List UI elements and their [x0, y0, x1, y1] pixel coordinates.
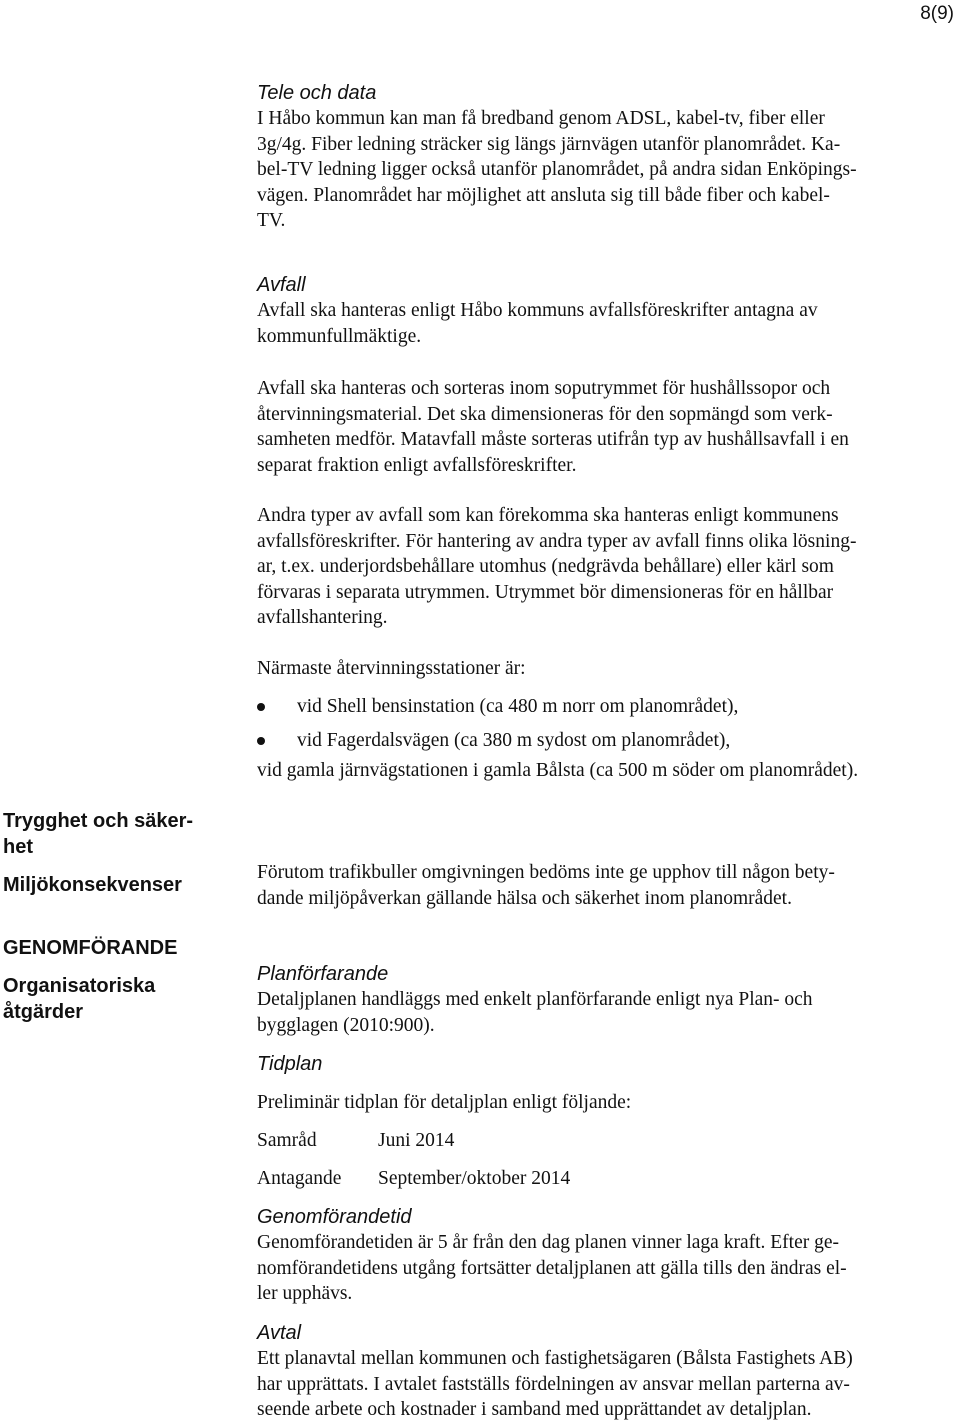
text-line: bygglagen (2010:900). [257, 1014, 435, 1036]
section-tele [257, 80, 947, 234]
heading-genomforandetid: Genomförandetid [257, 1206, 412, 1228]
text-line: avfallshantering. [257, 607, 388, 629]
side-organisatoriska: Organisatoriska åtgärder [3, 975, 156, 1023]
bullet-icon [257, 703, 265, 711]
avtal-body [257, 1346, 947, 1423]
text-line: ar, t.ex. underjordsbehållare utomhus (nedgrävda behållare) eller kärl som [257, 556, 834, 578]
text-line: ler upphävs. [257, 1283, 353, 1305]
tidplan-row [257, 1166, 947, 1192]
side-trygghet: Trygghet och säker- het [3, 810, 194, 858]
text-line: har upprättats. I avtalet fastställs fördelningen av ansvar mellan parterna av- [257, 1373, 850, 1395]
text-line: kommunfullmäktige. [257, 325, 422, 347]
text-line: nomförandetidens utgång fortsätter detaljplanen att gälla tills den ändras el- [257, 1257, 847, 1279]
list-item [257, 728, 947, 762]
text-line: separat fraktion enligt avfallsföreskrifter. [257, 454, 577, 476]
side-miljo: Miljökonsekvenser [3, 874, 182, 896]
text-line: Genomförandetiden är 5 år från den dag planen vinner laga kraft. Efter ge- [257, 1232, 840, 1253]
heading-tidplan: Tidplan [257, 1053, 323, 1075]
text-line: Andra typer av avfall som kan förekomma ska hanteras enligt kommunens [257, 505, 839, 526]
heading-tele: Tele och data [257, 82, 377, 104]
text-line: avfallsföreskrifter. För hantering av andra typer av avfall finns olika lösning- [257, 530, 857, 552]
section-avfall [257, 272, 947, 349]
avfall-p1 [257, 298, 947, 349]
text-line: Avfall ska hanteras och sorteras inom soputrymmet för hushållssopor och [257, 378, 831, 399]
section-genomforandetid [257, 1204, 947, 1307]
text-line: samheten medför. Matavfall måste sorteras utifrån typ av hushållsavfall i en [257, 429, 849, 451]
genomforandetid-body [257, 1230, 947, 1307]
text-line: Ett planavtal mellan kommunen och fastighetsägaren (Bålsta Fastighets AB) [257, 1348, 853, 1369]
text-line: 3g/4g. Fiber ledning sträcker sig längs järnvägen utanför planområdet. Ka- [257, 133, 841, 155]
heading-planforfarande: Planförfarande [257, 963, 389, 985]
text-line: Avfall ska hanteras enligt Håbo kommuns avfallsföreskrifter antagna av [257, 300, 818, 321]
tidplan-row [257, 1128, 947, 1154]
section-avtal [257, 1320, 947, 1423]
heading-avtal: Avtal [257, 1322, 302, 1344]
tidplan-label: Antagande [257, 1168, 342, 1189]
text-line: Förutom trafikbuller omgivningen bedöms inte ge upphov till någon bety- [257, 862, 835, 883]
list-item [257, 694, 947, 728]
page-number: 8(9) [920, 3, 954, 24]
avfall-p2 [257, 376, 947, 478]
side-genomforande: GENOMFÖRANDE [3, 937, 178, 959]
tidplan-intro: Preliminär tidplan för detaljplan enligt följande: [257, 1092, 632, 1113]
stations-list [257, 694, 947, 762]
stations-list-wrap [257, 694, 947, 784]
stations-intro: Närmaste återvinningsstationer är: [257, 658, 526, 679]
text-line: seende arbete och kostnader i samband med upprättandet av detaljplan. [257, 1399, 812, 1421]
list-item-text: vid Shell bensinstation (ca 480 m norr om planområdet), [297, 696, 739, 717]
section-planforfarande [257, 961, 947, 1038]
tidplan-value: September/oktober 2014 [378, 1168, 571, 1189]
stations-last: vid gamla järnvägstationen i gamla Bålsta (ca 500 m söder om planområdet). [257, 760, 859, 781]
text-line: TV. [257, 210, 286, 232]
tidplan-label: Samråd [257, 1130, 317, 1151]
planforfarande-body [257, 987, 947, 1038]
tele-body [257, 106, 947, 234]
text-line: förvaras i separata utrymmen. Utrymmet bör dimensioneras för en hållbar [257, 581, 834, 603]
tidplan-value: Juni 2014 [378, 1130, 455, 1151]
text-line: bel-TV ledning ligger också utanför planområdet, på andra sidan Enköpings- [257, 159, 857, 181]
text-line: I Håbo kommun kan man få bredband genom ADSL, kabel-tv, fiber eller [257, 108, 825, 129]
text-line: återvinningsmaterial. Det ska dimensioneras för den sopmängd som verk- [257, 403, 833, 425]
text-line: vägen. Planområdet har möjlighet att ansluta sig till både fiber och kabel- [257, 184, 830, 206]
miljo-text [257, 860, 947, 911]
text-line: Detaljplanen handläggs med enkelt planförfarande enligt nya Plan- och [257, 989, 813, 1010]
avfall-p3 [257, 503, 947, 631]
list-item-text: vid Fagerdalsvägen (ca 380 m sydost om planområdet), [297, 730, 731, 751]
heading-avfall: Avfall [257, 274, 306, 296]
bullet-icon [257, 737, 265, 745]
text-line: dande miljöpåverkan gällande hälsa och säkerhet inom planområdet. [257, 887, 792, 909]
